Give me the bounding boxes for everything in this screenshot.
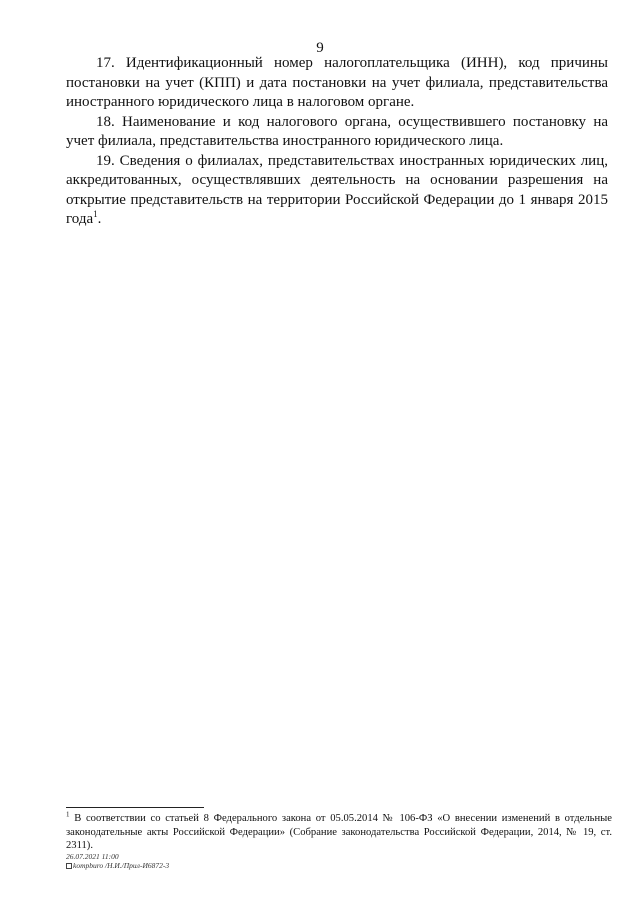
footnote-reference: 1: [93, 209, 98, 219]
page-number: 9: [316, 40, 324, 56]
body-text: [66, 54, 608, 230]
footnote: [66, 812, 612, 853]
paragraph-19-text: 19. Сведения о филиалах, представительствах иностранных юридических лиц, аккредитованных, осуществлявших деятельность на основании разрешения на открытие представительств на территории Российской Федерации до 1 января 2015 года: [66, 152, 608, 227]
document-icon: [66, 863, 72, 869]
footnote-text: В соответствии со статьей 8 Федерального закона от 05.05.2014 № 106-ФЗ «О внесении изменений в отдельные законодательные акты Российской Федерации» (Собрание законодательства Российской Федерации, 2014, № 19, ст. 2311).: [66, 813, 612, 851]
paragraph-19-suffix: .: [97, 211, 102, 227]
footnote-marker: 1: [66, 810, 70, 819]
document-date-stamp: 26.07.2021 11:00: [66, 852, 119, 861]
document-file-path: [66, 861, 169, 870]
footnote-separator: [66, 807, 204, 808]
file-path-text: kompburo /Н.И./Прил-И6872-3: [73, 861, 170, 870]
paragraph-19: [66, 152, 608, 230]
paragraph-17: 17. Идентификационный номер налогоплательщика (ИНН), код причины постановки на учет (КПП) и дата постановки на учет филиала, представительства иностранного юридического лица в налоговом органе.: [66, 55, 608, 110]
paragraph-18: 18. Наименование и код налогового органа, осуществившего постановку на учет филиала, представительства иностранного юридического лица.: [66, 113, 608, 149]
